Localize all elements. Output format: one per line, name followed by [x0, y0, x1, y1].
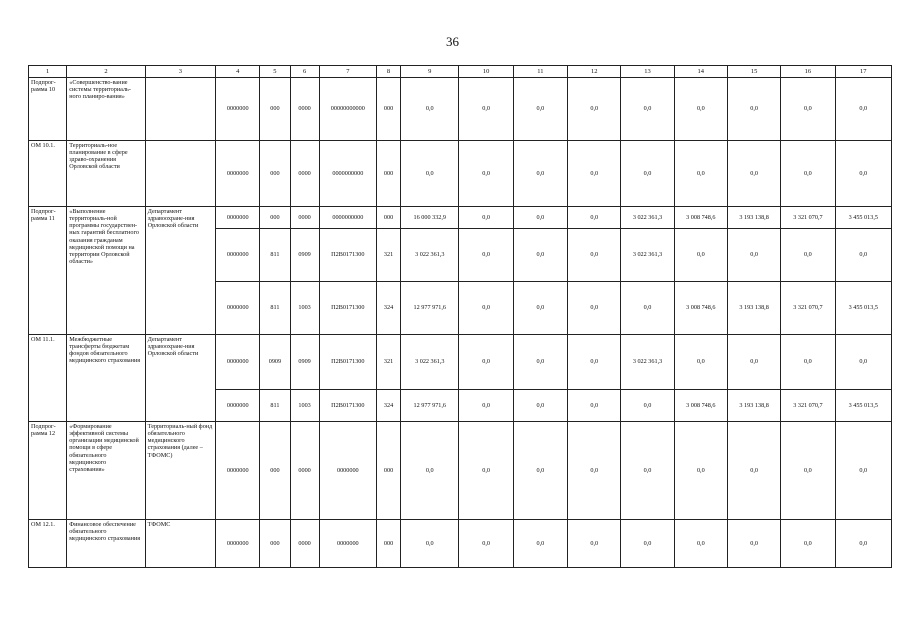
value-cell: 0,0: [835, 520, 891, 568]
value-cell: 0,0: [674, 229, 727, 282]
value-cell: 811: [260, 282, 290, 335]
program-code-cell: ОМ 12.1.: [29, 520, 67, 568]
value-cell: 0000000: [216, 78, 260, 141]
value-cell: 3 022 361,3: [401, 335, 459, 390]
value-cell: 0,0: [835, 229, 891, 282]
value-cell: 0,0: [727, 422, 780, 520]
value-cell: 000: [376, 141, 400, 207]
header-cell: 2: [67, 66, 145, 78]
value-cell: 0,0: [568, 229, 621, 282]
value-cell: 3 455 013,5: [835, 390, 891, 422]
value-cell: 000: [260, 141, 290, 207]
header-cell: 1: [29, 66, 67, 78]
value-cell: 0,0: [727, 335, 780, 390]
value-cell: 0,0: [727, 520, 780, 568]
value-cell: 3 193 138,8: [727, 207, 780, 229]
value-cell: 0,0: [674, 520, 727, 568]
value-cell: 000: [376, 520, 400, 568]
value-cell: 0000000: [216, 335, 260, 390]
value-cell: 0,0: [727, 141, 780, 207]
value-cell: 0000: [290, 422, 319, 520]
value-cell: 0,0: [459, 520, 513, 568]
program-name-cell: Финансовое обеспечение обязательного медицинского страхования: [67, 520, 145, 568]
value-cell: 3 193 138,8: [727, 390, 780, 422]
value-cell: 0,0: [568, 207, 621, 229]
value-cell: 321: [376, 335, 400, 390]
table-row: [29, 422, 892, 520]
value-cell: П2В0171300: [319, 335, 376, 390]
value-cell: 00000000000: [319, 78, 376, 141]
program-code-cell: ОМ 11.1.: [29, 335, 67, 422]
program-name-cell: Территориаль-ное планирование в сфере здраво-охранения Орловской области: [67, 141, 145, 207]
value-cell: 324: [376, 282, 400, 335]
value-cell: 0000000000: [319, 207, 376, 229]
value-cell: 0000: [290, 520, 319, 568]
program-name-cell: «Совершенство-вание системы территориаль-ного планиро-вания»: [67, 78, 145, 141]
program-name-cell: «Выполнение территориаль-ной программы государствен-ных гарантий бесплатного оказания гражданам медицинской помощи на территории Орловской области»: [67, 207, 145, 335]
value-cell: 000: [376, 78, 400, 141]
value-cell: 0000000000: [319, 141, 376, 207]
table-row: [29, 520, 892, 568]
value-cell: 0000000: [216, 422, 260, 520]
value-cell: 3 008 748,6: [674, 282, 727, 335]
executor-cell: ТФОМС: [145, 520, 215, 568]
header-cell: 11: [513, 66, 567, 78]
value-cell: 0,0: [621, 422, 674, 520]
program-code-cell: ОМ 10.1.: [29, 141, 67, 207]
executor-cell: [145, 78, 215, 141]
header-cell: 15: [727, 66, 780, 78]
value-cell: 0,0: [621, 520, 674, 568]
value-cell: 0,0: [835, 78, 891, 141]
value-cell: 0000000: [216, 207, 260, 229]
value-cell: 3 321 070,7: [781, 390, 835, 422]
header-cell: 6: [290, 66, 319, 78]
value-cell: П2В0171300: [319, 390, 376, 422]
value-cell: 0,0: [674, 141, 727, 207]
value-cell: 811: [260, 229, 290, 282]
value-cell: 0,0: [674, 335, 727, 390]
header-cell: 5: [260, 66, 290, 78]
value-cell: 000: [260, 520, 290, 568]
value-cell: 0000000: [319, 520, 376, 568]
value-cell: 0,0: [568, 390, 621, 422]
value-cell: 0,0: [835, 335, 891, 390]
executor-cell: [145, 141, 215, 207]
value-cell: 0,0: [727, 229, 780, 282]
value-cell: 811: [260, 390, 290, 422]
value-cell: 16 000 332,9: [401, 207, 459, 229]
value-cell: 0000: [290, 207, 319, 229]
value-cell: 0,0: [513, 422, 567, 520]
value-cell: 0,0: [459, 78, 513, 141]
value-cell: 000: [260, 78, 290, 141]
value-cell: 0,0: [781, 422, 835, 520]
value-cell: 1003: [290, 390, 319, 422]
value-cell: 0,0: [674, 422, 727, 520]
value-cell: 0909: [260, 335, 290, 390]
header-cell: 3: [145, 66, 215, 78]
value-cell: 0909: [290, 229, 319, 282]
value-cell: 12 977 971,6: [401, 390, 459, 422]
value-cell: 0,0: [401, 78, 459, 141]
value-cell: 0,0: [459, 390, 513, 422]
value-cell: 0,0: [513, 141, 567, 207]
value-cell: 0,0: [621, 141, 674, 207]
header-cell: 12: [568, 66, 621, 78]
value-cell: 0,0: [621, 390, 674, 422]
header-cell: 8: [376, 66, 400, 78]
value-cell: 0,0: [459, 141, 513, 207]
program-code-cell: Подпрог-рамма 12: [29, 422, 67, 520]
value-cell: 0,0: [781, 520, 835, 568]
executor-cell: Департамент здравоохране-ния Орловской области: [145, 335, 215, 422]
value-cell: 0,0: [674, 78, 727, 141]
value-cell: 0000000: [216, 229, 260, 282]
value-cell: 0,0: [459, 422, 513, 520]
page-number: 36: [446, 34, 459, 49]
value-cell: 3 022 361,3: [401, 229, 459, 282]
value-cell: 1003: [290, 282, 319, 335]
value-cell: 0,0: [568, 282, 621, 335]
value-cell: 0000000: [216, 282, 260, 335]
value-cell: 0,0: [568, 520, 621, 568]
value-cell: 0000000: [216, 520, 260, 568]
value-cell: 324: [376, 390, 400, 422]
table-row: [29, 78, 892, 141]
value-cell: 3 008 748,6: [674, 207, 727, 229]
header-cell: 9: [401, 66, 459, 78]
table-row: [29, 335, 892, 390]
value-cell: 0,0: [781, 229, 835, 282]
program-code-cell: Подпрог-рамма 10: [29, 78, 67, 141]
value-cell: 3 022 361,3: [621, 207, 674, 229]
value-cell: 000: [376, 422, 400, 520]
value-cell: 0,0: [401, 422, 459, 520]
header-row: [29, 66, 892, 78]
value-cell: 0,0: [401, 520, 459, 568]
program-code-cell: Подпрог-рамма 11: [29, 207, 67, 335]
value-cell: П2В0171300: [319, 229, 376, 282]
value-cell: 0,0: [835, 141, 891, 207]
header-cell: 16: [781, 66, 835, 78]
header-cell: 14: [674, 66, 727, 78]
header-cell: 7: [319, 66, 376, 78]
value-cell: 3 321 070,7: [781, 282, 835, 335]
value-cell: 0,0: [459, 229, 513, 282]
value-cell: 0909: [290, 335, 319, 390]
value-cell: 3 022 361,3: [621, 229, 674, 282]
value-cell: 000: [260, 422, 290, 520]
value-cell: 0,0: [459, 335, 513, 390]
value-cell: 0,0: [621, 282, 674, 335]
header-cell: 13: [621, 66, 674, 78]
value-cell: 0,0: [513, 78, 567, 141]
value-cell: 0,0: [568, 335, 621, 390]
value-cell: 3 193 138,8: [727, 282, 780, 335]
value-cell: 321: [376, 229, 400, 282]
value-cell: 3 455 013,5: [835, 282, 891, 335]
value-cell: П2В0171300: [319, 282, 376, 335]
table-row: [29, 141, 892, 207]
value-cell: 0,0: [835, 422, 891, 520]
value-cell: 0,0: [513, 390, 567, 422]
value-cell: 0,0: [459, 282, 513, 335]
budget-table: [28, 65, 892, 568]
value-cell: 0,0: [513, 229, 567, 282]
executor-cell: Территориаль-ный фонд обязательного медицинского страхования (далее – ТФОМС): [145, 422, 215, 520]
value-cell: 0,0: [781, 141, 835, 207]
value-cell: 0,0: [781, 78, 835, 141]
value-cell: 0,0: [568, 78, 621, 141]
program-name-cell: «Формирование эффективной системы организации медицинской помощи в сфере обязательного медицинского страхования»: [67, 422, 145, 520]
value-cell: 3 321 070,7: [781, 207, 835, 229]
program-name-cell: Межбюджетные трансферты бюджетам фондов обязательного медицинского страхования: [67, 335, 145, 422]
value-cell: 0,0: [513, 282, 567, 335]
value-cell: 0000: [290, 141, 319, 207]
value-cell: 0,0: [781, 335, 835, 390]
value-cell: 0,0: [513, 520, 567, 568]
value-cell: 12 977 971,6: [401, 282, 459, 335]
executor-cell: Департамент здравоохране-ния Орловской области: [145, 207, 215, 335]
value-cell: 0,0: [513, 207, 567, 229]
value-cell: 0,0: [401, 141, 459, 207]
header-cell: 10: [459, 66, 513, 78]
value-cell: 0000000: [216, 141, 260, 207]
header-cell: 17: [835, 66, 891, 78]
table-row: [29, 207, 892, 229]
value-cell: 3 022 361,3: [621, 335, 674, 390]
value-cell: 0,0: [621, 78, 674, 141]
value-cell: 0,0: [459, 207, 513, 229]
value-cell: 0,0: [568, 422, 621, 520]
value-cell: 3 008 748,6: [674, 390, 727, 422]
value-cell: 000: [376, 207, 400, 229]
value-cell: 0,0: [568, 141, 621, 207]
value-cell: 000: [260, 207, 290, 229]
value-cell: 0,0: [727, 78, 780, 141]
value-cell: 0,0: [513, 335, 567, 390]
value-cell: 0000000: [216, 390, 260, 422]
value-cell: 3 455 013,5: [835, 207, 891, 229]
value-cell: 0000: [290, 78, 319, 141]
header-cell: 4: [216, 66, 260, 78]
value-cell: 0000000: [319, 422, 376, 520]
